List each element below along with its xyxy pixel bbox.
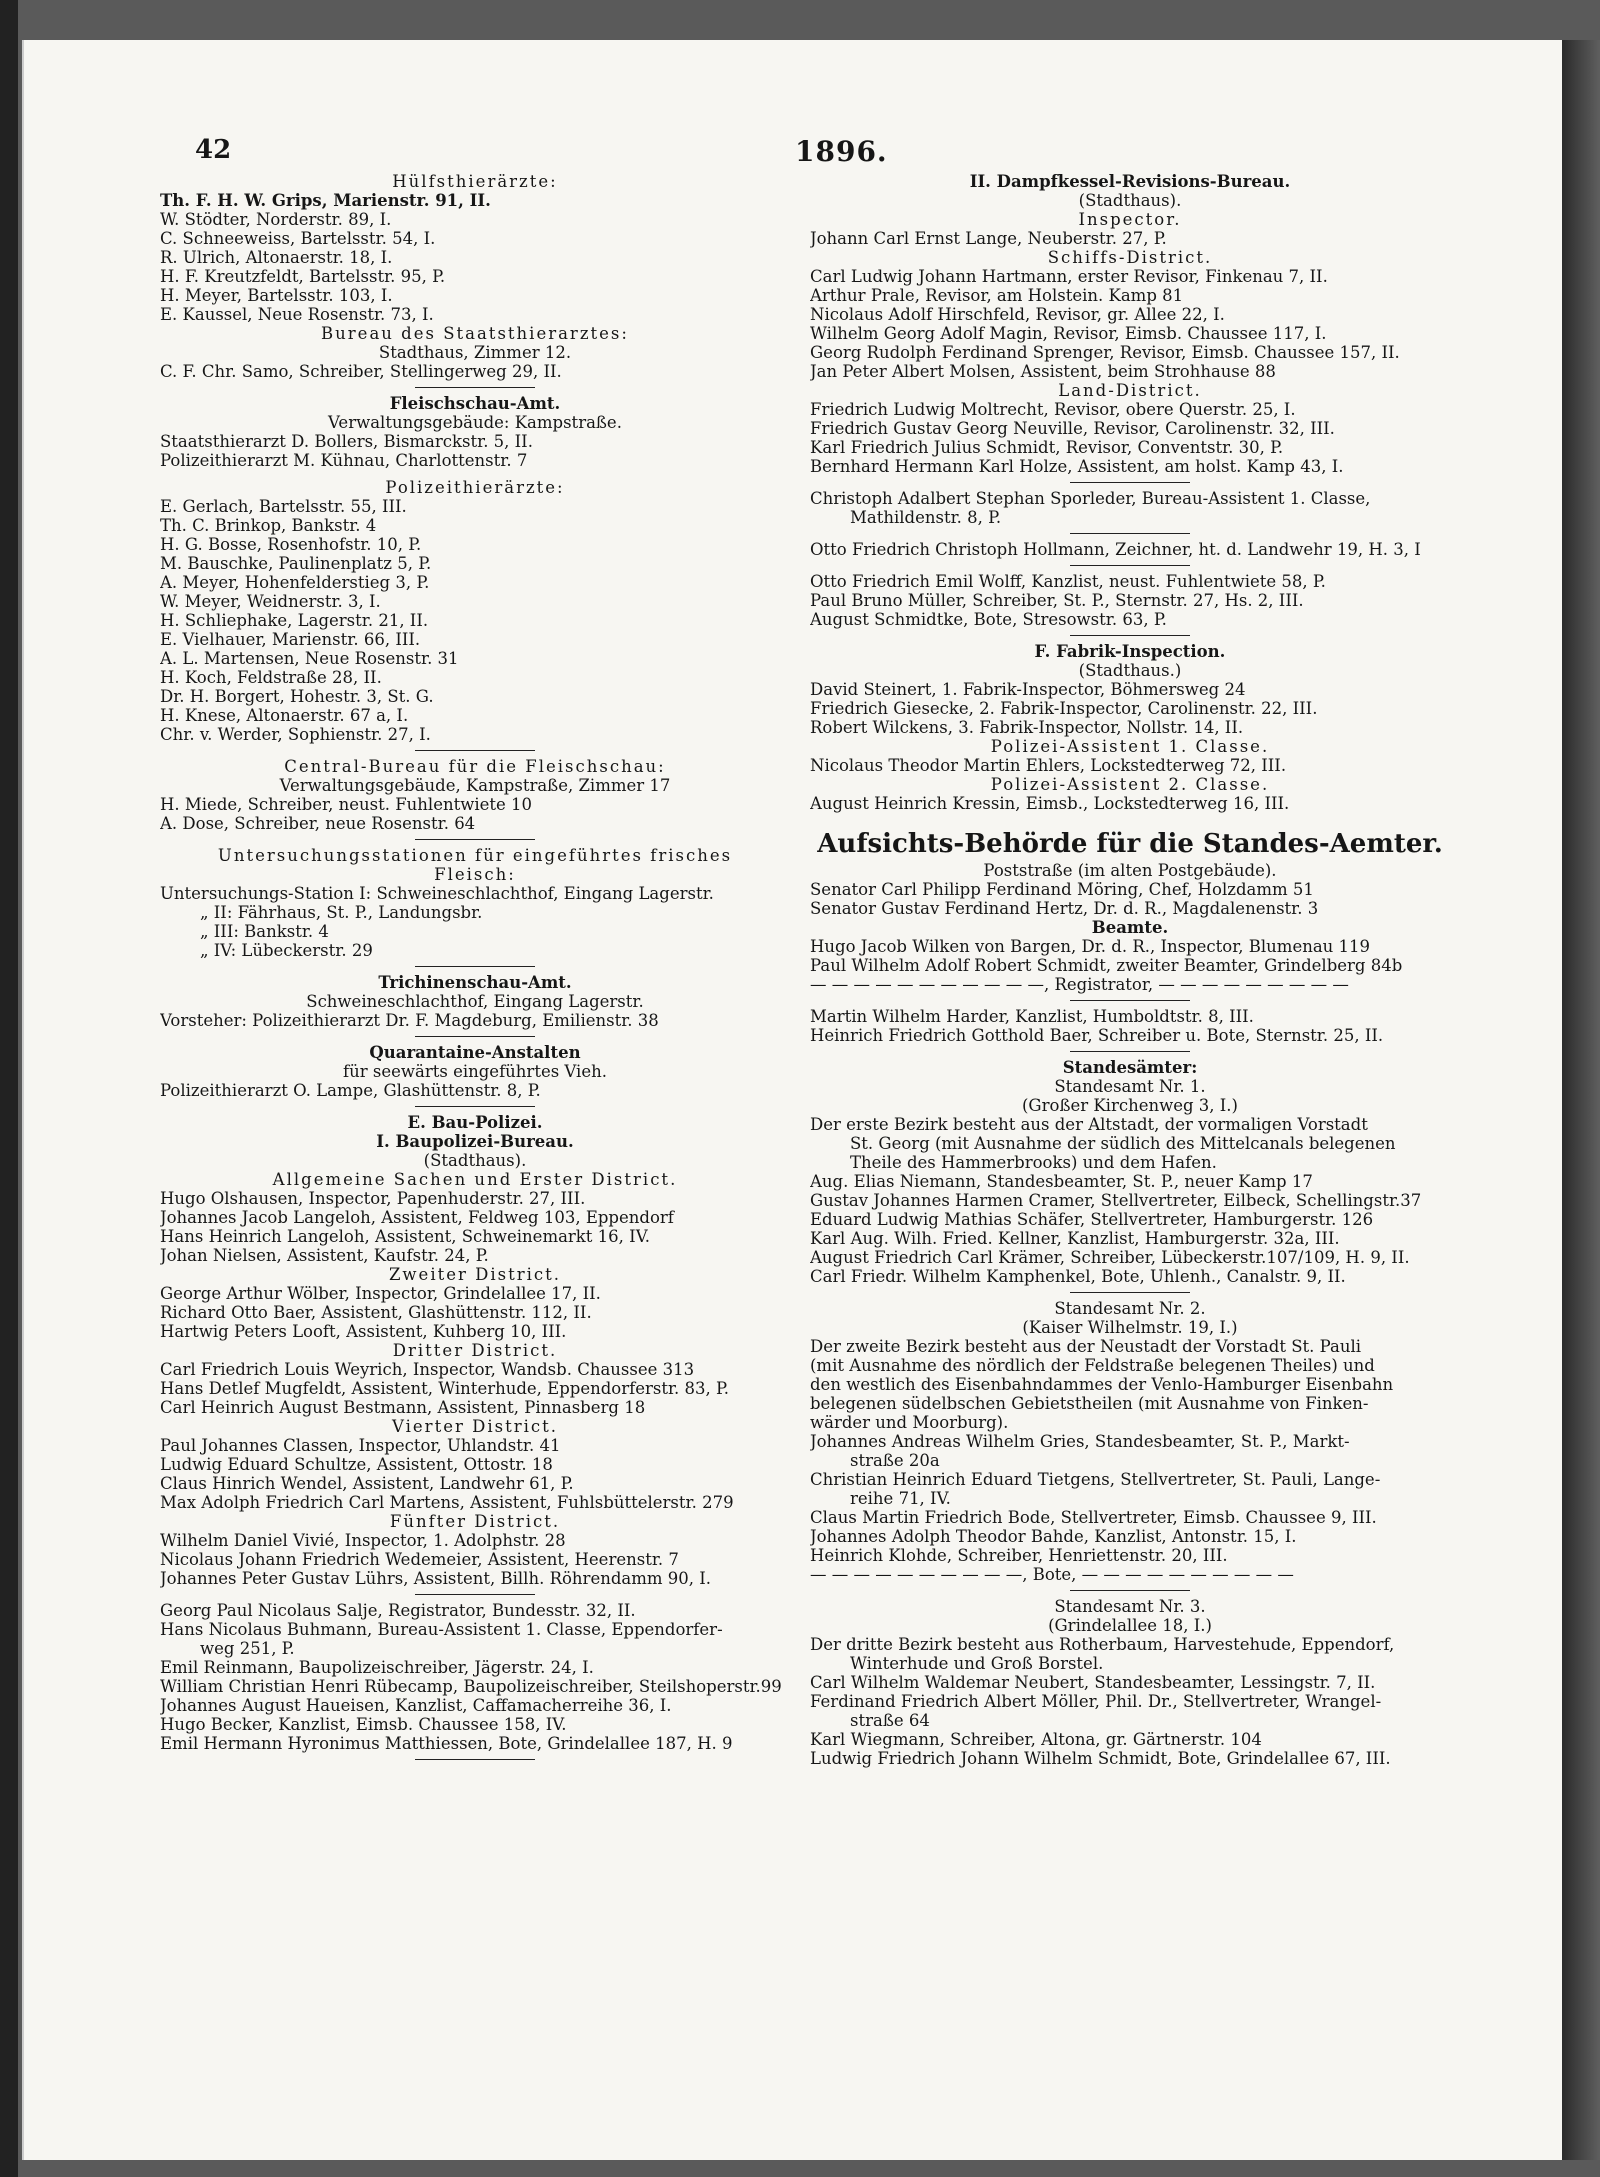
divider bbox=[1070, 482, 1190, 483]
divider bbox=[1070, 1292, 1190, 1293]
divider bbox=[415, 1759, 535, 1760]
list-item: Johann Carl Ernst Lange, Neuberstr. 27, P. bbox=[810, 229, 1167, 248]
list-item: Winterhude und Groß Borstel. bbox=[850, 1654, 1104, 1673]
list-item: Otto Friedrich Emil Wolff, Kanzlist, neust. Fuhlentwiete 58, P. bbox=[810, 572, 1326, 591]
list-item: A. Dose, Schreiber, neue Rosenstr. 64 bbox=[160, 814, 476, 833]
list-item: Heinrich Klohde, Schreiber, Henriettenstr. 20, III. bbox=[810, 1546, 1228, 1565]
list-item: Paul Johannes Classen, Inspector, Uhlandstr. 41 bbox=[160, 1436, 561, 1455]
page-header bbox=[195, 135, 1455, 168]
list-item: Christoph Adalbert Stephan Sporleder, Bureau-Assistent 1. Classe, bbox=[810, 489, 1371, 508]
section-subheading: (Großer Kirchenweg 3, I.) bbox=[1022, 1096, 1238, 1115]
list-item: Paul Wilhelm Adolf Robert Schmidt, zweiter Beamter, Grindelberg 84b bbox=[810, 956, 1403, 975]
list-item: E. Kaussel, Neue Rosenstr. 73, I. bbox=[160, 305, 434, 324]
section-heading: Quarantaine-Anstalten bbox=[369, 1043, 581, 1062]
list-item: Wilhelm Georg Adolf Magin, Revisor, Eimsb. Chaussee 117, I. bbox=[810, 324, 1327, 343]
section-heading: Land-District. bbox=[1058, 381, 1202, 400]
list-item: Johan Nielsen, Assistent, Kaufstr. 24, P. bbox=[160, 1246, 489, 1265]
section-heading: Polizei-Assistent 1. Classe. bbox=[990, 737, 1270, 756]
section-subheading: Standesamt Nr. 1. bbox=[1054, 1077, 1206, 1096]
list-item: Emil Reinmann, Baupolizeischreiber, Jägerstr. 24, I. bbox=[160, 1658, 594, 1677]
list-item: Georg Paul Nicolaus Salje, Registrator, Bundesstr. 32, II. bbox=[160, 1601, 636, 1620]
section-subheading: (Grindelallee 18, I.) bbox=[1048, 1616, 1212, 1635]
divider bbox=[1070, 1590, 1190, 1591]
list-item: Georg Rudolph Ferdinand Sprenger, Revisor, Eimsb. Chaussee 157, II. bbox=[810, 343, 1400, 362]
list-item: Chr. v. Werder, Sophienstr. 27, I. bbox=[160, 725, 431, 744]
section-heading: Central-Bureau für die Fleischschau: bbox=[284, 757, 666, 776]
list-item: Claus Martin Friedrich Bode, Stellvertreter, Eimsb. Chaussee 9, III. bbox=[810, 1508, 1377, 1527]
list-item: William Christian Henri Rübecamp, Baupolizeischreiber, Steilshoperstr.99 bbox=[160, 1677, 782, 1696]
list-item: R. Ulrich, Altonaerstr. 18, I. bbox=[160, 248, 393, 267]
list-item: Martin Wilhelm Harder, Kanzlist, Humboldtstr. 8, III. bbox=[810, 1007, 1254, 1026]
section-subheading: I. Baupolizei-Bureau. bbox=[376, 1132, 574, 1151]
section-subheading: (Stadthaus). bbox=[1078, 191, 1182, 210]
list-item: Der erste Bezirk besteht aus der Altstadt, der vormaligen Vorstadt bbox=[810, 1115, 1368, 1134]
divider bbox=[1070, 565, 1190, 566]
list-item: Wilhelm Daniel Vivié, Inspector, 1. Adolphstr. 28 bbox=[160, 1531, 566, 1550]
section-heading: Inspector. bbox=[1078, 210, 1182, 229]
divider bbox=[415, 750, 535, 751]
list-item: H. Miede, Schreiber, neust. Fuhlentwiete 10 bbox=[160, 795, 533, 814]
list-item: W. Meyer, Weidnerstr. 3, I. bbox=[160, 592, 381, 611]
list-item: Mathildenstr. 8, P. bbox=[850, 508, 1002, 527]
section-subheading: Standesamt Nr. 2. bbox=[1054, 1299, 1206, 1318]
list-item: Vorsteher: Polizeithierarzt Dr. F. Magdeburg, Emilienstr. 38 bbox=[160, 1011, 659, 1030]
section-heading: Untersuchungsstationen für eingeführtes frisches bbox=[217, 846, 733, 865]
list-item: August Friedrich Carl Krämer, Schreiber, Lübeckerstr.107/109, H. 9, II. bbox=[810, 1248, 1410, 1267]
section-subheading: Stadthaus, Zimmer 12. bbox=[378, 343, 572, 362]
list-item: Arthur Prale, Revisor, am Holstein. Kamp 81 bbox=[810, 286, 1184, 305]
section-subheading: Verwaltungsgebäude: Kampstraße. bbox=[328, 413, 622, 432]
list-item: A. Meyer, Hohenfelderstieg 3, P. bbox=[160, 573, 430, 592]
list-item: Hugo Olshausen, Inspector, Papenhuderstr. 27, III. bbox=[160, 1189, 586, 1208]
section-heading: Zweiter District. bbox=[388, 1265, 562, 1284]
section-subheading: Standesamt Nr. 3. bbox=[1054, 1597, 1206, 1616]
list-item: David Steinert, 1. Fabrik-Inspector, Böhmersweg 24 bbox=[810, 680, 1246, 699]
list-item: August Schmidtke, Bote, Stresowstr. 63, P. bbox=[810, 610, 1167, 629]
section-heading: Polizeithierärzte: bbox=[385, 478, 565, 497]
section-heading: Bureau des Staatsthierarztes: bbox=[321, 324, 629, 343]
list-item: (mit Ausnahme des nördlich der Feldstraße belegenen Theiles) und bbox=[810, 1356, 1375, 1375]
list-item: Gustav Johannes Harmen Cramer, Stellvertreter, Eilbeck, Schellingstr.37 bbox=[810, 1191, 1422, 1210]
list-item: Ludwig Friedrich Johann Wilhelm Schmidt, Bote, Grindelallee 67, III. bbox=[810, 1749, 1391, 1768]
divider bbox=[415, 1106, 535, 1107]
list-item: Nicolaus Theodor Martin Ehlers, Lockstedterweg 72, III. bbox=[810, 756, 1287, 775]
section-heading: Allgemeine Sachen und Erster District. bbox=[272, 1170, 678, 1189]
list-item: Karl Wiegmann, Schreiber, Altona, gr. Gärtnerstr. 104 bbox=[810, 1730, 1262, 1749]
list-item: H. Schliephake, Lagerstr. 21, II. bbox=[160, 611, 429, 630]
divider bbox=[415, 1036, 535, 1037]
list-item: Paul Bruno Müller, Schreiber, St. P., Sternstr. 27, Hs. 2, III. bbox=[810, 591, 1304, 610]
list-item: „ IV: Lübeckerstr. 29 bbox=[200, 941, 373, 960]
list-item: Emil Hermann Hyronimus Matthiessen, Bote, Grindelallee 187, H. 9 bbox=[160, 1734, 733, 1753]
list-item: straße 64 bbox=[850, 1711, 930, 1730]
section-title: Aufsichts-Behörde für die Standes-Aemter. bbox=[817, 829, 1443, 859]
list-item: W. Stödter, Norderstr. 89, I. bbox=[160, 210, 392, 229]
list-item: Christian Heinrich Eduard Tietgens, Stellvertreter, St. Pauli, Lange- bbox=[810, 1470, 1381, 1489]
list-item: Karl Aug. Wilh. Fried. Kellner, Kanzlist, Hamburgerstr. 32a, III. bbox=[810, 1229, 1340, 1248]
list-item: weg 251, P. bbox=[200, 1639, 295, 1658]
list-item: Polizeithierarzt O. Lampe, Glashüttenstr. 8, P. bbox=[160, 1081, 541, 1100]
list-item: Friedrich Giesecke, 2. Fabrik-Inspector, Carolinenstr. 22, III. bbox=[810, 699, 1318, 718]
list-item: E. Gerlach, Bartelsstr. 55, III. bbox=[160, 497, 407, 516]
list-item: H. G. Bosse, Rosenhofstr. 10, P. bbox=[160, 535, 422, 554]
section-heading: Trichinenschau-Amt. bbox=[378, 973, 572, 992]
list-item: Der zweite Bezirk besteht aus der Neustadt der Vorstadt St. Pauli bbox=[810, 1337, 1362, 1356]
list-item: Senator Carl Philipp Ferdinand Möring, Chef, Holzdamm 51 bbox=[810, 880, 1314, 899]
list-item: straße 20a bbox=[850, 1451, 940, 1470]
divider bbox=[1070, 533, 1190, 534]
list-item: H. Meyer, Bartelsstr. 103, I. bbox=[160, 286, 393, 305]
section-heading: Schiffs-District. bbox=[1047, 248, 1213, 267]
list-item: Nicolaus Adolf Hirschfeld, Revisor, gr. Allee 22, I. bbox=[810, 305, 1225, 324]
list-item: Ludwig Eduard Schultze, Assistent, Ottostr. 18 bbox=[160, 1455, 553, 1474]
list-item: Carl Heinrich August Bestmann, Assistent, Pinnasberg 18 bbox=[160, 1398, 646, 1417]
book-spine bbox=[0, 0, 18, 2177]
list-item: E. Vielhauer, Marienstr. 66, III. bbox=[160, 630, 421, 649]
list-item: Jan Peter Albert Molsen, Assistent, beim Strohhause 88 bbox=[810, 362, 1276, 381]
section-heading: Polizei-Assistent 2. Classe. bbox=[990, 775, 1270, 794]
list-item: Robert Wilckens, 3. Fabrik-Inspector, Nollstr. 14, II. bbox=[810, 718, 1244, 737]
list-item: — — — — — — — — — — —, Registrator, — — — — — — — — — bbox=[810, 975, 1349, 994]
page-number: 42 bbox=[195, 135, 232, 165]
section-heading: Fleisch: bbox=[434, 865, 516, 884]
divider bbox=[1070, 1051, 1190, 1052]
list-item: Johannes Andreas Wilhelm Gries, Standesbeamter, St. P., Markt- bbox=[810, 1432, 1350, 1451]
divider bbox=[415, 966, 535, 967]
list-item: Claus Hinrich Wendel, Assistent, Landwehr 61, P. bbox=[160, 1474, 574, 1493]
list-item: Hugo Becker, Kanzlist, Eimsb. Chaussee 158, IV. bbox=[160, 1715, 567, 1734]
list-item: Hans Nicolaus Buhmann, Bureau-Assistent 1. Classe, Eppendorfer- bbox=[160, 1620, 723, 1639]
section-subheading: Poststraße (im alten Postgebäude). bbox=[983, 861, 1277, 880]
section-heading: Dritter District. bbox=[392, 1341, 558, 1360]
section-heading: Fleischschau-Amt. bbox=[389, 394, 561, 413]
list-item: Th. F. H. W. Grips, Marienstr. 91, II. bbox=[160, 191, 491, 210]
page-edge bbox=[1562, 40, 1600, 2160]
list-item: George Arthur Wölber, Inspector, Grindelallee 17, II. bbox=[160, 1284, 601, 1303]
list-item: M. Bauschke, Paulinenplatz 5, P. bbox=[160, 554, 432, 573]
list-item: C. Schneeweiss, Bartelsstr. 54, I. bbox=[160, 229, 436, 248]
list-item: reihe 71, IV. bbox=[850, 1489, 951, 1508]
section-subheading: Verwaltungsgebäude, Kampstraße, Zimmer 17 bbox=[279, 776, 671, 795]
divider bbox=[415, 387, 535, 388]
section-heading: Beamte. bbox=[1091, 918, 1169, 937]
list-item: A. L. Martensen, Neue Rosenstr. 31 bbox=[160, 649, 459, 668]
section-subheading: (Stadthaus). bbox=[423, 1151, 527, 1170]
section-subheading: Schweineschlachthof, Eingang Lagerstr. bbox=[306, 992, 644, 1011]
list-item: Th. C. Brinkop, Bankstr. 4 bbox=[160, 516, 377, 535]
list-item: Carl Ludwig Johann Hartmann, erster Revisor, Finkenau 7, II. bbox=[810, 267, 1328, 286]
list-item: Friedrich Ludwig Moltrecht, Revisor, obere Querstr. 25, I. bbox=[810, 400, 1296, 419]
divider bbox=[415, 1594, 535, 1595]
right-column bbox=[810, 172, 1450, 1768]
list-item: Untersuchungs-Station I: Schweineschlachthof, Eingang Lagerstr. bbox=[160, 884, 714, 903]
list-item: Johannes Jacob Langeloh, Assistent, Feldweg 103, Eppendorf bbox=[160, 1208, 674, 1227]
list-item: Bernhard Hermann Karl Holze, Assistent, am holst. Kamp 43, I. bbox=[810, 457, 1344, 476]
list-item: Theile des Hammerbrooks) und dem Hafen. bbox=[850, 1153, 1217, 1172]
list-item: — — — — — — — — — —, Bote, — — — — — — — — — — bbox=[810, 1565, 1294, 1584]
list-item: Staatsthierarzt D. Bollers, Bismarckstr. 5, II. bbox=[160, 432, 533, 451]
list-item: Heinrich Friedrich Gotthold Baer, Schreiber u. Bote, Sternstr. 25, II. bbox=[810, 1026, 1384, 1045]
list-item: Der dritte Bezirk besteht aus Rotherbaum, Harvestehude, Eppendorf, bbox=[810, 1635, 1395, 1654]
list-item: Ferdinand Friedrich Albert Möller, Phil. Dr., Stellvertreter, Wrangel- bbox=[810, 1692, 1382, 1711]
list-item: Max Adolph Friedrich Carl Martens, Assistent, Fuhlsbüttelerstr. 279 bbox=[160, 1493, 734, 1512]
section-subheading: (Kaiser Wilhelmstr. 19, I.) bbox=[1022, 1318, 1238, 1337]
section-heading: F. Fabrik-Inspection. bbox=[1034, 642, 1226, 661]
list-item: Carl Wilhelm Waldemar Neubert, Standesbeamter, Lessingstr. 7, II. bbox=[810, 1673, 1376, 1692]
divider bbox=[1070, 635, 1190, 636]
section-heading: Standesämter: bbox=[1062, 1058, 1198, 1077]
section-subheading: (Stadthaus.) bbox=[1078, 661, 1182, 680]
list-item: Hans Detlef Mugfeldt, Assistent, Winterhude, Eppendorferstr. 83, P. bbox=[160, 1379, 730, 1398]
list-item: Hugo Jacob Wilken von Bargen, Dr. d. R., Inspector, Blumenau 119 bbox=[810, 937, 1371, 956]
list-item: Carl Friedrich Louis Weyrich, Inspector, Wandsb. Chaussee 313 bbox=[160, 1360, 695, 1379]
list-item: Polizeithierarzt M. Kühnau, Charlottenstr. 7 bbox=[160, 451, 528, 470]
divider bbox=[415, 839, 535, 840]
section-heading: II. Dampfkessel-Revisions-Bureau. bbox=[969, 172, 1291, 191]
list-item: Richard Otto Baer, Assistent, Glashüttenstr. 112, II. bbox=[160, 1303, 592, 1322]
list-item: Johannes Peter Gustav Lührs, Assistent, Billh. Röhrendamm 90, I. bbox=[160, 1569, 712, 1588]
section-subheading: für seewärts eingeführtes Vieh. bbox=[343, 1062, 607, 1081]
list-item: August Heinrich Kressin, Eimsb., Lockstedterweg 16, III. bbox=[810, 794, 1290, 813]
list-item: „ III: Bankstr. 4 bbox=[200, 922, 329, 941]
list-item: Otto Friedrich Christoph Hollmann, Zeichner, ht. d. Landwehr 19, H. 3, I bbox=[810, 540, 1421, 559]
section-heading: Fünfter District. bbox=[389, 1512, 561, 1531]
list-item: St. Georg (mit Ausnahme der südlich des Mittelcanals belegenen bbox=[850, 1134, 1396, 1153]
list-item: Eduard Ludwig Mathias Schäfer, Stellvertreter, Hamburgerstr. 126 bbox=[810, 1210, 1374, 1229]
list-item: Senator Gustav Ferdinand Hertz, Dr. d. R., Magdalenenstr. 3 bbox=[810, 899, 1319, 918]
list-item: wärder und Moorburg). bbox=[810, 1413, 1009, 1432]
list-item: Karl Friedrich Julius Schmidt, Revisor, Conventstr. 30, P. bbox=[810, 438, 1284, 457]
list-item: Aug. Elias Niemann, Standesbeamter, St. P., neuer Kamp 17 bbox=[810, 1172, 1313, 1191]
list-item: Carl Friedr. Wilhelm Kamphenkel, Bote, Uhlenh., Canalstr. 9, II. bbox=[810, 1267, 1346, 1286]
section-heading: Hülfsthierärzte: bbox=[392, 172, 558, 191]
list-item: Hans Heinrich Langeloh, Assistent, Schweinemarkt 16, IV. bbox=[160, 1227, 650, 1246]
list-item: Johannes Adolph Theodor Bahde, Kanzlist, Antonstr. 15, I. bbox=[810, 1527, 1297, 1546]
list-item: H. F. Kreutzfeldt, Bartelsstr. 95, P. bbox=[160, 267, 446, 286]
list-item: H. Knese, Altonaerstr. 67 a, I. bbox=[160, 706, 409, 725]
list-item: belegenen südelbschen Gebietstheilen (mit Ausnahme von Finken- bbox=[810, 1394, 1369, 1413]
list-item: Nicolaus Johann Friedrich Wedemeier, Assistent, Heerenstr. 7 bbox=[160, 1550, 679, 1569]
list-item: C. F. Chr. Samo, Schreiber, Stellingerweg 29, II. bbox=[160, 362, 562, 381]
list-item: „ II: Fährhaus, St. P., Landungsbr. bbox=[200, 903, 483, 922]
year: 1896. bbox=[795, 135, 888, 168]
divider bbox=[1070, 1000, 1190, 1001]
section-heading: E. Bau-Polizei. bbox=[407, 1113, 543, 1132]
list-item: H. Koch, Feldstraße 28, II. bbox=[160, 668, 382, 687]
list-item: Dr. H. Borgert, Hohestr. 3, St. G. bbox=[160, 687, 434, 706]
list-item: den westlich des Eisenbahndammes der Venlo-Hamburger Eisenbahn bbox=[810, 1375, 1394, 1394]
list-item: Friedrich Gustav Georg Neuville, Revisor, Carolinenstr. 32, III. bbox=[810, 419, 1335, 438]
left-column bbox=[160, 172, 790, 1766]
list-item: Johannes August Haueisen, Kanzlist, Caffamacherreihe 36, I. bbox=[160, 1696, 672, 1715]
list-item: Hartwig Peters Looft, Assistent, Kuhberg 10, III. bbox=[160, 1322, 567, 1341]
section-heading: Vierter District. bbox=[392, 1417, 558, 1436]
